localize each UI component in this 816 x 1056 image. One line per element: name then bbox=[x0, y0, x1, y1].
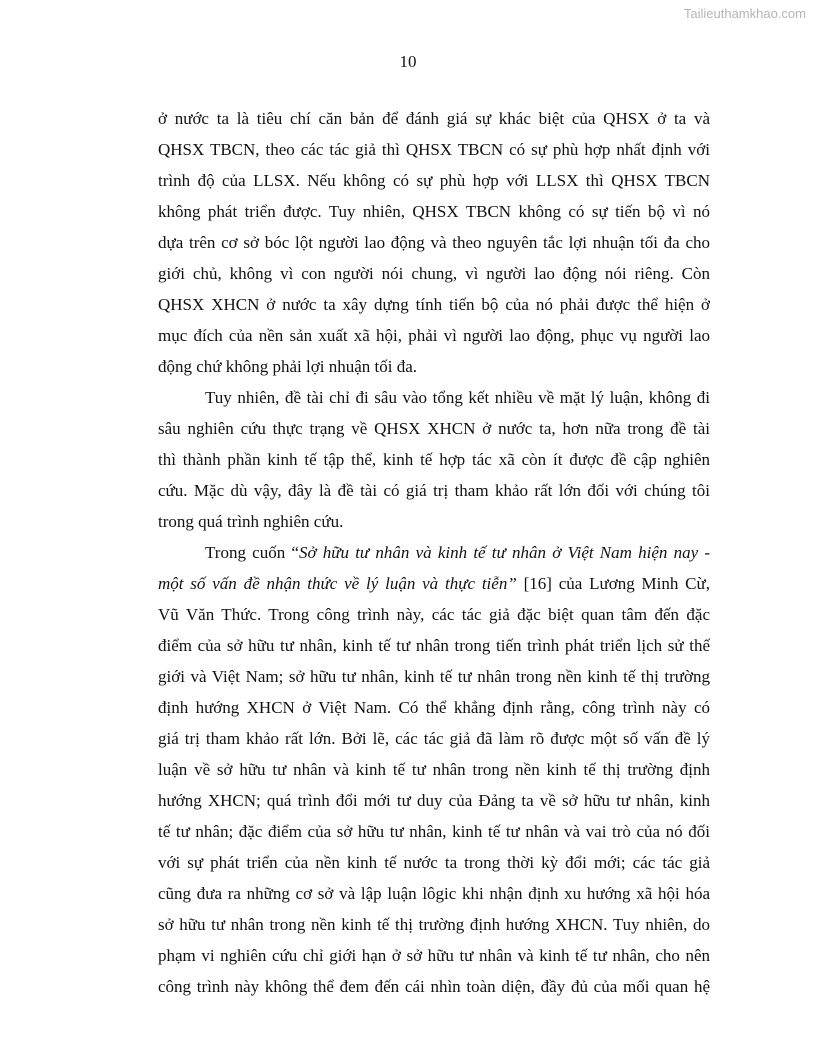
text-line: cứu. Mặc dù vậy, đây là đề tài có giá trị tham khảo rất lớn đối với chúng tôi bbox=[158, 481, 710, 500]
text-line: giới chủ, không vì con người nói chung, vì người lao động nói riêng. Còn bbox=[158, 264, 710, 283]
text-line bbox=[158, 537, 710, 568]
book-title: Sở hữu tư nhân và kinh tế tư nhân ở Việt Nam hiện nay - bbox=[298, 543, 710, 562]
text-line: Vũ Văn Thức. Trong công trình này, các tác giả đặc biệt quan tâm đến đặc bbox=[158, 605, 710, 624]
text-line: sở hữu tư nhân trong nền kinh tế thị trường định hướng XHCN. Tuy nhiên, do bbox=[158, 915, 710, 934]
text-line: mục đích của nền sản xuất xã hội, phải vì người lao động, phục vụ người lao bbox=[158, 326, 710, 345]
text-line: trình độ của LLSX. Nếu không có sự phù hợp với LLSX thì QHSX TBCN bbox=[158, 171, 710, 190]
text-line: phạm vi nghiên cứu chỉ giới hạn ở sở hữu tư nhân và kinh tế tư nhân, cho nên bbox=[158, 946, 710, 965]
text-line-prefix: Trong cuốn “ bbox=[205, 543, 299, 562]
text-line: không phát triển được. Tuy nhiên, QHSX TBCN không có sự tiến bộ vì nó bbox=[158, 202, 710, 221]
text-line: với sự phát triển của nền kinh tế nước ta trong thời kỳ đổi mới; các tác giả bbox=[158, 853, 710, 872]
text-line: sâu nghiên cứu thực trạng về QHSX XHCN ở nước ta, hơn nữa trong đề tài bbox=[158, 419, 710, 438]
text-line: cũng đưa ra những cơ sở và lập luận lôgic khi nhận định xu hướng xã hội hóa bbox=[158, 884, 710, 903]
text-line: tế tư nhân; đặc điểm của sở hữu tư nhân, kinh tế tư nhân và vai trò của nó đối bbox=[158, 822, 710, 841]
text-line-suffix: [16] của Lương Minh Cừ, bbox=[516, 574, 710, 593]
text-line: động chứ không phải lợi nhuận tối đa. bbox=[158, 357, 418, 376]
book-title: một số vấn đề nhận thức về lý luận và thực tiễn” bbox=[158, 574, 517, 593]
text-line: Tuy nhiên, đề tài chỉ đi sâu vào tổng kết nhiều về mặt lý luận, không đi bbox=[205, 388, 710, 407]
text-line: công trình này không thể đem đến cái nhìn toàn diện, đầy đủ của mối quan hệ bbox=[158, 977, 710, 996]
text-line: thì thành phần kinh tế tập thể, kinh tế hợp tác xã còn ít được đề cập nghiên bbox=[158, 450, 710, 469]
text-line: giới và Việt Nam; sở hữu tư nhân, kinh tế tư nhân trong nền kinh tế thị trường bbox=[158, 667, 710, 686]
text-line: dựa trên cơ sở bóc lột người lao động và theo nguyên tắc lợi nhuận tối đa cho bbox=[158, 233, 710, 252]
text-line: trong quá trình nghiên cứu. bbox=[158, 512, 344, 531]
text-line: giá trị tham khảo rất lớn. Bởi lẽ, các tác giả đã làm rõ được một số vấn đề lý bbox=[158, 729, 710, 748]
text-line: QHSX XHCN ở nước ta xây dựng tính tiến bộ của nó phải được thể hiện ở bbox=[158, 295, 710, 314]
page-number: 10 bbox=[399, 52, 417, 71]
watermark: Tailieuthamkhao.com bbox=[683, 6, 806, 21]
text-line: điểm của sở hữu tư nhân, kinh tế tư nhân trong tiến trình phát triển lịch sử thế bbox=[158, 636, 710, 655]
document-body bbox=[158, 103, 710, 1002]
text-line: hướng XHCN; quá trình đổi mới tư duy của Đảng ta về sở hữu tư nhân, kinh bbox=[158, 791, 710, 810]
text-line: luận về sở hữu tư nhân và kinh tế tư nhân trong nền kinh tế thị trường định bbox=[158, 760, 710, 779]
text-line: QHSX TBCN, theo các tác giả thì QHSX TBCN có sự phù hợp nhất định với bbox=[158, 140, 710, 159]
text-line: định hướng XHCN ở Việt Nam. Có thể khẳng định rằng, công trình này có bbox=[158, 698, 710, 717]
text-line bbox=[158, 568, 710, 599]
text-line: ở nước ta là tiêu chí căn bản để đánh giá sự khác biệt của QHSX ở ta và bbox=[158, 109, 710, 128]
